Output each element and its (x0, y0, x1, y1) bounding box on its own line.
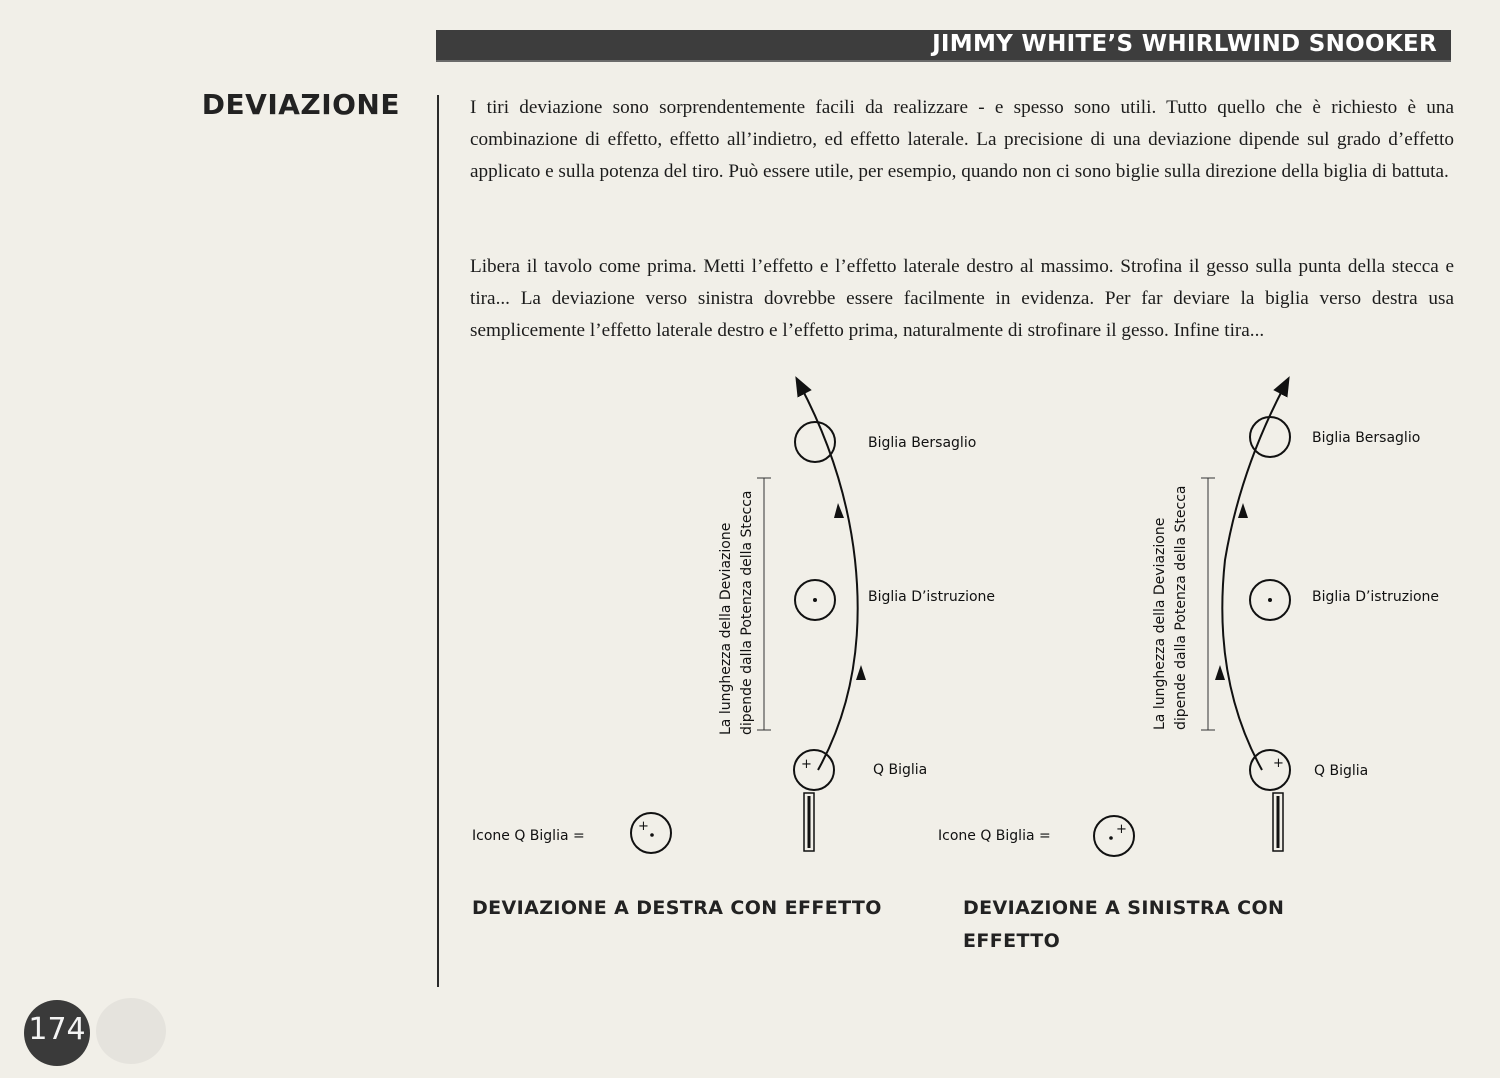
left-target-ball-label: Biglia Bersaglio (868, 435, 977, 451)
left-obstacle-ball-dot (813, 598, 817, 602)
left-cue-ball-label: Q Biglia (873, 762, 928, 778)
body-paragraph-1 (470, 92, 1454, 189)
right-cue-ball (1250, 750, 1290, 790)
right-target-ball-label: Biglia Bersaglio (1312, 430, 1421, 446)
running-header-bar (436, 30, 1451, 62)
right-cue-ball-spin-mark: + (1273, 756, 1284, 771)
page-number-badge (24, 1000, 90, 1066)
left-side-label-line2: dipende dalla Potenza della Stecca (739, 490, 755, 735)
page-number-shadow (96, 998, 166, 1064)
left-icon-label: Icone Q Biglia = (472, 828, 585, 844)
right-obstacle-ball (1250, 580, 1290, 620)
body-paragraph-2 (470, 251, 1454, 348)
right-side-label-line1: La lunghezza della Deviazione (1152, 517, 1168, 730)
left-cue-ball (794, 750, 834, 790)
left-cue-ball-path (800, 385, 858, 770)
left-icon-ball (631, 813, 671, 853)
left-cue-ball-spin-mark: + (801, 757, 812, 772)
left-obstacle-ball-label: Biglia D’istruzione (868, 589, 996, 605)
left-obstacle-ball (795, 580, 835, 620)
right-diagram-caption: DEVIAZIONE A SINISTRA CON EFFETTO (963, 897, 1285, 952)
left-icon-ball-spin-mark: + (638, 819, 649, 834)
right-cue-stick (1273, 793, 1283, 851)
left-path-arrow-lower (856, 665, 866, 680)
right-obstacle-ball-label: Biglia D’istruzione (1312, 589, 1440, 605)
left-icon-ball-dot (650, 833, 654, 837)
right-icon-label: Icone Q Biglia = (938, 828, 1051, 844)
right-target-ball (1250, 417, 1290, 457)
right-icon-ball (1094, 816, 1134, 856)
right-icon-ball-spin-mark: + (1116, 822, 1127, 837)
column-divider (437, 95, 439, 987)
right-obstacle-ball-dot (1268, 598, 1272, 602)
paragraph-2-text: Libera il tavolo come prima. Metti l’effetto e l’effetto laterale destro al massimo. Strofina il gesso sulla punta della stecca e tira... La deviazione verso sinistra dovrebbe essere facilmente in evidenza. Per far deviare la biglia verso destra usa semplicemente l’effetto laterale destro e l’effetto prima, naturalmente di strofinare il gesso. Infine tira... (470, 256, 1454, 342)
book-title: JIMMY WHITE’S WHIRLWIND SNOOKER (932, 31, 1437, 57)
right-cue-ball-path (1222, 385, 1285, 770)
right-path-arrow-lower (1215, 665, 1225, 680)
right-path-arrow-upper (1238, 503, 1248, 518)
left-diagram-caption: DEVIAZIONE A DESTRA CON EFFETTO (472, 897, 882, 919)
page-number: 174 (28, 1012, 86, 1047)
left-diagram (472, 385, 995, 853)
right-icon-ball-dot (1109, 836, 1113, 840)
paragraph-1-text: I tiri deviazione sono sorprendentemente facili da realizzare - e spesso sono utili. Tutto quello che è richiesto è una combinazione di effetto, effetto all’indietro, ed effetto laterale. La precisione di una deviazione dipende sul grado d’effetto applicato e sulla potenza del tiro. Può essere utile, per esempio, quando non ci sono biglie sulla direzione della biglia di battuta. (470, 97, 1454, 183)
right-side-label-line2: dipende dalla Potenza della Stecca (1173, 485, 1189, 730)
left-side-label-line1: La lunghezza della Deviazione (718, 522, 734, 735)
left-path-arrow-upper (834, 503, 844, 518)
left-cue-stick (804, 793, 814, 851)
right-cue-ball-label: Q Biglia (1314, 763, 1369, 779)
left-target-ball (795, 422, 835, 462)
right-diagram (938, 385, 1439, 856)
section-title: DEVIAZIONE (201, 88, 400, 121)
